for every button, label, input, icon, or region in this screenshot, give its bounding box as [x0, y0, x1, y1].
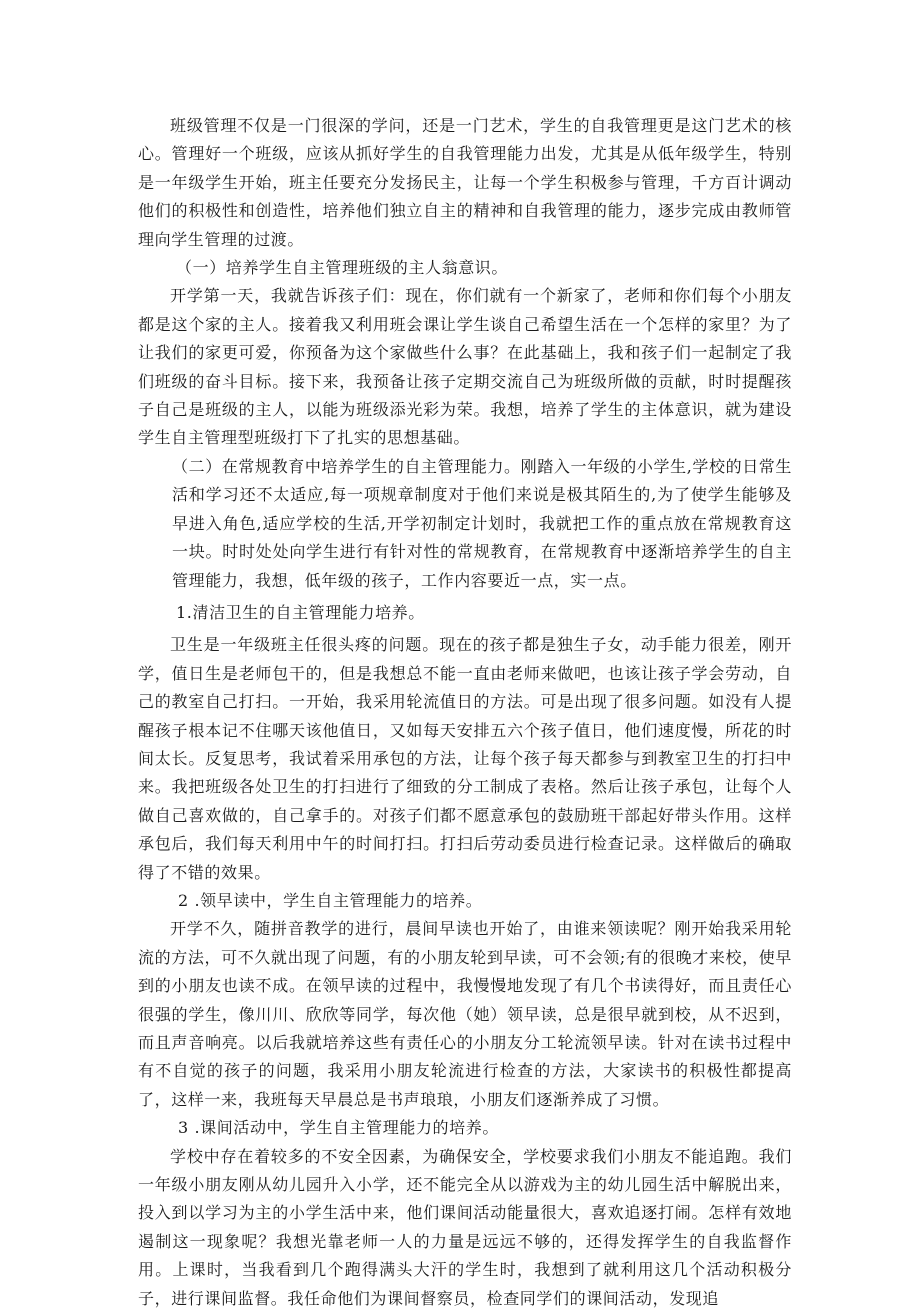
heading-section-1: （一）培养学生自主管理班级的主人翁意识。	[176, 258, 509, 278]
paragraph-cleaning: 卫生是一年级班主任很头疼的问题。现在的孩子都是独生子女，动手能力很差，刚开学，值日生是老师包干的，但是我想总不能一直由老师来做吧，也该让孩子学会劳动，自己的教室自己打扫。一开始，我采用轮流值日的方法。可是出现了很多问题。如没有人提醒孩子根本记不住哪天该他值日，又如每天安排五六个孩子值日，他们速度慢，所花的时间太长。反复思考，我试着采用承包的方法，让每个孩子每天都参与到教室卫生的打扫中来。我把班级各处卫生的打扫进行了细致的分工制成了表格。然后让孩子承包，让每个人做自己喜欢做的，自己拿手的。对孩子们都不愿意承包的鼓励班干部起好带头作用。这样承包后，我们每天利用中午的时间打扫。打扫后劳动委员进行检查记录。这样做后的确取得了不错的效果。	[138, 635, 792, 882]
paragraph-recess: 学校中存在着较多的不安全因素，为确保安全，学校要求我们小朋友不能追跑。我们一年级小朋友刚从幼儿园升入小学，还不能完全从以游戏为主的幼儿园生活中解脱出来，投入到以学习为主的小学生活中来，他们课间活动能量很大，喜欢追逐打闹。怎样有效地遏制这一现象呢？我想光靠老师一人的力量是远远不够的，还得发挥学生的自我监督作用。上课时，当我看到几个跑得满头大汗的学生时，我想到了就利用这几个活动积极分子，进行课间监督。我任命他们为课间督察员，检查同学们的课间活动，发现追	[138, 1146, 792, 1308]
heading-item-3: 3 .课间活动中，学生自主管理能力的培养。	[178, 1118, 499, 1138]
paragraph-first-day: 开学第一天，我就告诉孩子们：现在，你们就有一个新家了，老师和你们每个小朋友都是这个家的主人。接着我又利用班会课让学生谈自己希望生活在一个怎样的家里？为了让我们的家更可爱，你预备为这个家做些什么事？在此基础上，我和孩子们一起制定了我们班级的奋斗目标。接下来，我预备让孩子定期交流自己为班级所做的贡献，时时提醒孩子自己是班级的主人，以能为班级添光彩为荣。我想，培养了学生的主体意识，就为建设学生自主管理型班级打下了扎实的思想基础。	[138, 286, 792, 448]
heading-item-2: 2 .领早读中，学生自主管理能力的培养。	[178, 890, 483, 910]
paragraph-intro: 班级管理不仅是一门很深的学问，还是一门艺术，学生的自我管理更是这门艺术的核心。管理好一个班级，应该从抓好学生的自我管理能力出发，尤其是从低年级学生，特别是一年级学生开始，班主任要充分发扬民主，让每一个学生积极参与管理，千方百计调动他们的积极性和创造性，培养他们独立自主的精神和自我管理的能力，逐步完成由教师管理向学生管理的过渡。	[138, 116, 792, 249]
heading-item-1: 1.清洁卫生的自主管理能力培养。	[176, 602, 425, 622]
paragraph-routine-education: （二）在常规教育中培养学生的自主管理能力。刚踏入一年级的小学生,学校的日常生活和学习还不太适应,每一项规章制度对于他们来说是极其陌生的,为了使学生能够及早进入角色,适应学校的生活,开学初制定计划时，我就把工作的重点放在常规教育这一块。时时处处向学生进行有针对性的常规教育，在常规教育中逐渐培养学生的自主管理能力，我想，低年级的孩子，工作内容要近一点，实一点。	[172, 456, 792, 590]
document-page	[138, 112, 792, 1313]
paragraph-morning-reading: 开学不久，随拼音教学的进行，晨间早读也开始了，由谁来领读呢？刚开始我采用轮流的方法，可不久就出现了问题，有的小朋友轮到早读，可不会领;有的很晚才来校，使早到的小朋友也读不成。在领早读的过程中，我慢慢地发现了有几个书读得好，而且责任心很强的学生，像川川、欣欣等同学，每次他（她）领早读，总是很早就到校，从不迟到，而且声音响亮。以后我就培养这些有责任心的小朋友分工轮流领早读。针对在读书过程中有不自觉的孩子的问题，我采用小朋友轮流进行检查的方法，大家读书的积极性都提高了，这样一来，我班每天早晨总是书声琅琅，小朋友们逐渐养成了习惯。	[138, 919, 792, 1109]
